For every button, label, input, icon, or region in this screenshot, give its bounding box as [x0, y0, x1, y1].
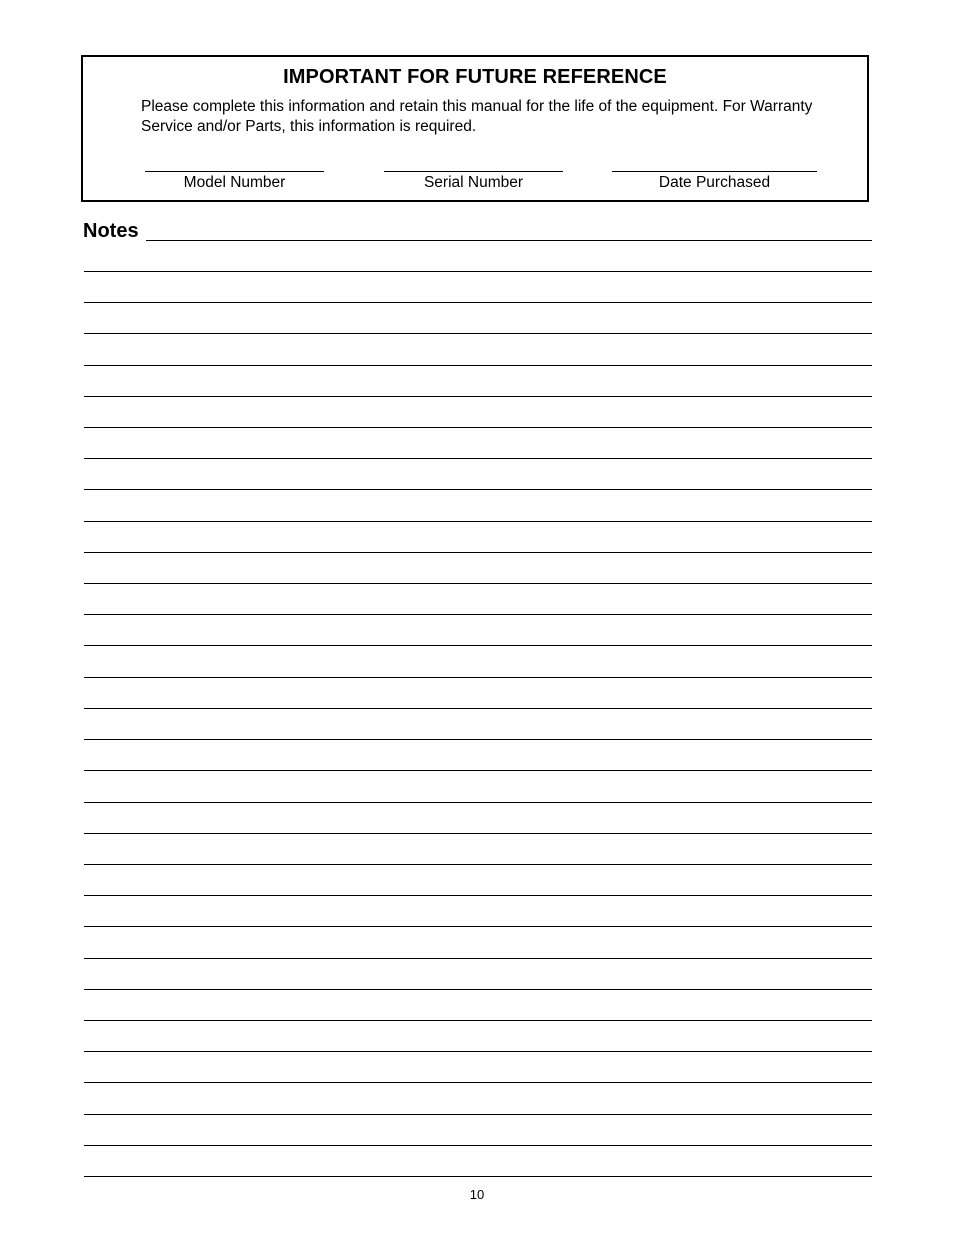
notes-line [84, 458, 872, 459]
notes-line [84, 427, 872, 428]
model-number-field: Model Number [145, 171, 324, 192]
notes-line [84, 895, 872, 896]
notes-line [84, 521, 872, 522]
notes-line [84, 989, 872, 990]
notes-line-first [146, 240, 872, 241]
notes-line [84, 770, 872, 771]
notes-line [84, 489, 872, 490]
notes-line [84, 802, 872, 803]
notes-line [84, 926, 872, 927]
notes-line [84, 739, 872, 740]
notes-line [84, 864, 872, 865]
notes-line [84, 1020, 872, 1021]
notes-line [84, 677, 872, 678]
serial-number-field: Serial Number [384, 171, 563, 192]
future-reference-box [81, 55, 869, 202]
date-purchased-field: Date Purchased [612, 171, 817, 192]
notes-line [84, 1051, 872, 1052]
notes-line [84, 708, 872, 709]
notes-line [84, 1114, 872, 1115]
notes-line [84, 583, 872, 584]
notes-line [84, 333, 872, 334]
notes-line [84, 552, 872, 553]
notes-line [84, 302, 872, 303]
notes-line [84, 958, 872, 959]
notes-line [84, 1176, 872, 1177]
notes-line [84, 614, 872, 615]
page-number: 10 [469, 1187, 485, 1202]
notes-line [84, 1145, 872, 1146]
notes-line [84, 365, 872, 366]
notes-heading: Notes [83, 220, 139, 242]
notes-line [84, 645, 872, 646]
reference-title: IMPORTANT FOR FUTURE REFERENCE [283, 66, 667, 88]
notes-line [84, 833, 872, 834]
reference-instructions: Please complete this information and retain this manual for the life of the equipment. For Warranty Service and/or Parts, this information is required. [141, 98, 813, 135]
notes-line [84, 271, 872, 272]
notes-line [84, 1082, 872, 1083]
notes-line [84, 396, 872, 397]
